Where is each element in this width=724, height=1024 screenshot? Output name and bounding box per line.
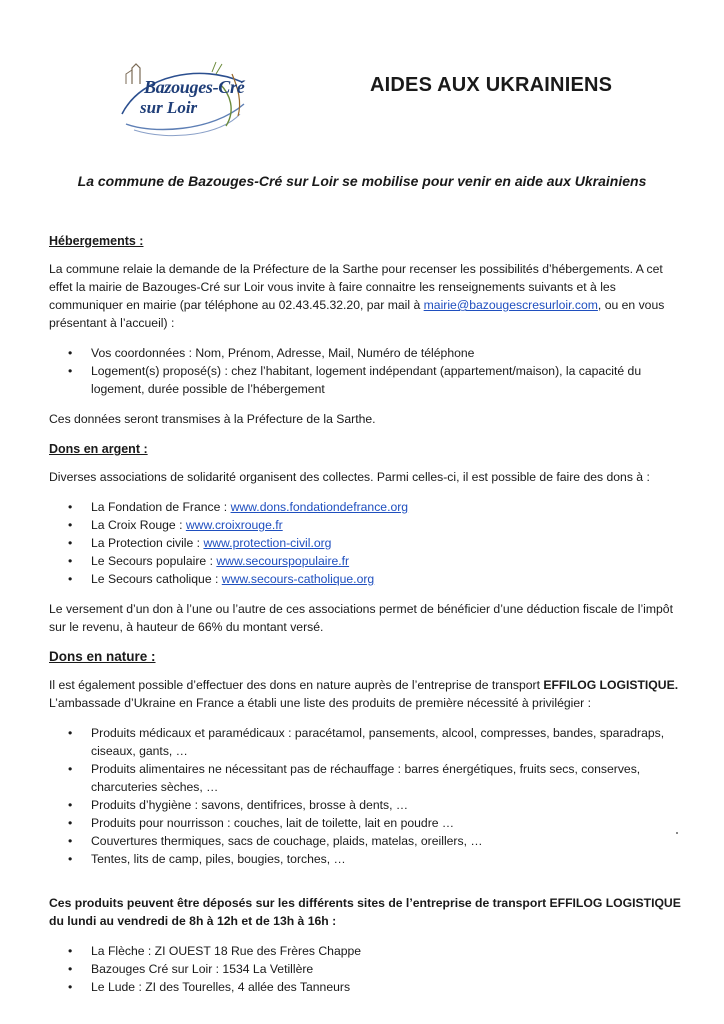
section-heading-dons-nature: Dons en nature : xyxy=(49,649,156,664)
association-name: La Fondation de France : xyxy=(91,500,231,514)
scan-artifact xyxy=(676,832,678,834)
dons-argent-intro: Diverses associations de solidarité organisent des collectes. Parmi celles-ci, il est possible de faire des dons à : xyxy=(49,470,650,484)
page-title: AIDES AUX UKRAINIENS xyxy=(370,74,613,96)
list-item-text: Logement(s) proposé(s) : chez l’habitant, logement indépendant (appartement/maison), la capacité du logement, durée possible de l’hébergement xyxy=(91,364,642,396)
logo-swirl-graphic xyxy=(112,54,252,140)
list-item xyxy=(68,796,689,814)
bullet-icon: • xyxy=(68,962,73,976)
bullet-icon: • xyxy=(68,518,73,532)
dons-nature-intro-line2: L’ambassade d’Ukraine en France a établi une liste des produits de première nécessité à privilégier : xyxy=(49,696,591,710)
association-name: La Protection civile : xyxy=(91,536,204,550)
list-item xyxy=(68,498,689,516)
hebergements-note: Ces données seront transmises à la Préfecture de la Sarthe. xyxy=(49,412,376,426)
list-item-text: Le Lude : ZI des Tourelles, 4 allée des Tanneurs xyxy=(91,980,351,994)
section-heading-dons-argent: Dons en argent : xyxy=(49,442,148,456)
bullet-icon: • xyxy=(68,364,73,378)
association-link[interactable]: www.dons.fondationdefrance.org xyxy=(230,500,409,514)
document-body xyxy=(49,232,689,1008)
bullet-icon: • xyxy=(68,798,73,812)
associations-list xyxy=(49,498,689,588)
company-name: EFFILOG LOGISTIQUE. xyxy=(543,678,679,692)
sites-list xyxy=(49,942,689,996)
list-item-text: Bazouges Cré sur Loir : 1534 La Vetillère xyxy=(91,962,314,976)
products-list xyxy=(49,724,689,868)
association-link[interactable]: www.secourspopulaire.fr xyxy=(216,554,350,568)
hebergements-intro-end: , ou en vous présentant à l’accueil) : xyxy=(49,298,665,330)
commune-logo xyxy=(112,54,252,140)
spacer xyxy=(49,880,689,894)
dons-nature-intro xyxy=(49,676,689,712)
bullet-icon: • xyxy=(68,834,73,848)
association-name: Le Secours populaire : xyxy=(91,554,217,568)
logo-name-line2: sur Loir xyxy=(140,98,198,117)
logo-name-line1: Bazouges-Cré xyxy=(144,77,245,97)
list-item xyxy=(68,570,689,588)
list-item xyxy=(68,978,689,996)
page-subtitle: La commune de Bazouges-Cré sur Loir se mobilise pour venir en aide aux Ukrainiens xyxy=(77,173,647,189)
depot-note: Ces produits peuvent être déposés sur les différents sites de l’entreprise de transport EFFILOG LOGISTIQUE du lundi au vendredi de 8h à 12h et de 13h à 16h : xyxy=(49,896,681,928)
hebergements-intro xyxy=(49,260,689,332)
list-item xyxy=(68,942,689,960)
bullet-icon: • xyxy=(68,816,73,830)
list-item-text: Couvertures thermiques, sacs de couchage, plaids, matelas, oreillers, … xyxy=(91,834,483,848)
list-item xyxy=(68,552,689,570)
hebergements-list xyxy=(49,344,689,398)
bullet-icon: • xyxy=(68,346,73,360)
list-item xyxy=(68,832,689,850)
bullet-icon: • xyxy=(68,572,73,586)
section-heading-hebergements: Hébergements : xyxy=(49,234,144,248)
bullet-icon: • xyxy=(68,536,73,550)
list-item-text: Tentes, lits de camp, piles, bougies, torches, … xyxy=(91,852,346,866)
list-item-text: Produits alimentaires ne nécessitant pas de réchauffage : barres énergétiques, fruits secs, conserves, charcuteries sèches, … xyxy=(91,762,641,794)
association-name: La Croix Rouge : xyxy=(91,518,186,532)
list-item xyxy=(68,960,689,978)
bullet-icon: • xyxy=(68,852,73,866)
list-item xyxy=(68,516,689,534)
bullet-icon: • xyxy=(68,554,73,568)
list-item xyxy=(68,344,689,362)
bullet-icon: • xyxy=(68,980,73,994)
list-item-text: Produits médicaux et paramédicaux : paracétamol, pansements, alcool, compresses, bandes, sparadraps, ciseaux, gants, … xyxy=(91,726,665,758)
dons-nature-intro-text: Il est également possible d’effectuer des dons en nature auprès de l’entreprise de transport xyxy=(49,678,544,692)
bullet-icon: • xyxy=(68,500,73,514)
association-name: Le Secours catholique : xyxy=(91,572,222,586)
association-link[interactable]: www.protection-civil.org xyxy=(203,536,332,550)
hebergements-intro-text: La commune relaie la demande de la Préfecture de la Sarthe pour recenser les possibilités d’hébergements. A cet effet la mairie de Bazouges-Cré sur Loir vous invite à faire connaitre les renseignements suivants et à les communiquer en mairie (par téléphone au 02.43.45.32.20, par mail à xyxy=(49,262,663,312)
list-item xyxy=(68,362,689,398)
list-item xyxy=(68,850,689,868)
list-item-text: Vos coordonnées : Nom, Prénom, Adresse, Mail, Numéro de téléphone xyxy=(91,346,475,360)
list-item-text: Produits pour nourrisson : couches, lait de toilette, lait en poudre … xyxy=(91,816,455,830)
association-link[interactable]: www.croixrouge.fr xyxy=(185,518,283,532)
association-link[interactable]: www.secours-catholique.org xyxy=(221,572,375,586)
mairie-email-link[interactable]: mairie@bazougescresurloir.com xyxy=(423,298,598,312)
bullet-icon: • xyxy=(68,726,73,740)
bullet-icon: • xyxy=(68,762,73,776)
list-item xyxy=(68,814,689,832)
list-item xyxy=(68,760,689,796)
bullet-icon: • xyxy=(68,944,73,958)
dons-argent-note: Le versement d’un don à l’une ou l’autre de ces associations permet de bénéficier d’une déduction fiscale de l’impôt sur le revenu, à hauteur de 66% du montant versé. xyxy=(49,602,673,634)
list-item xyxy=(68,724,689,760)
list-item xyxy=(68,534,689,552)
list-item-text: La Flèche : ZI OUEST 18 Rue des Frères Chappe xyxy=(91,944,362,958)
list-item-text: Produits d’hygiène : savons, dentifrices, brosse à dents, … xyxy=(91,798,409,812)
